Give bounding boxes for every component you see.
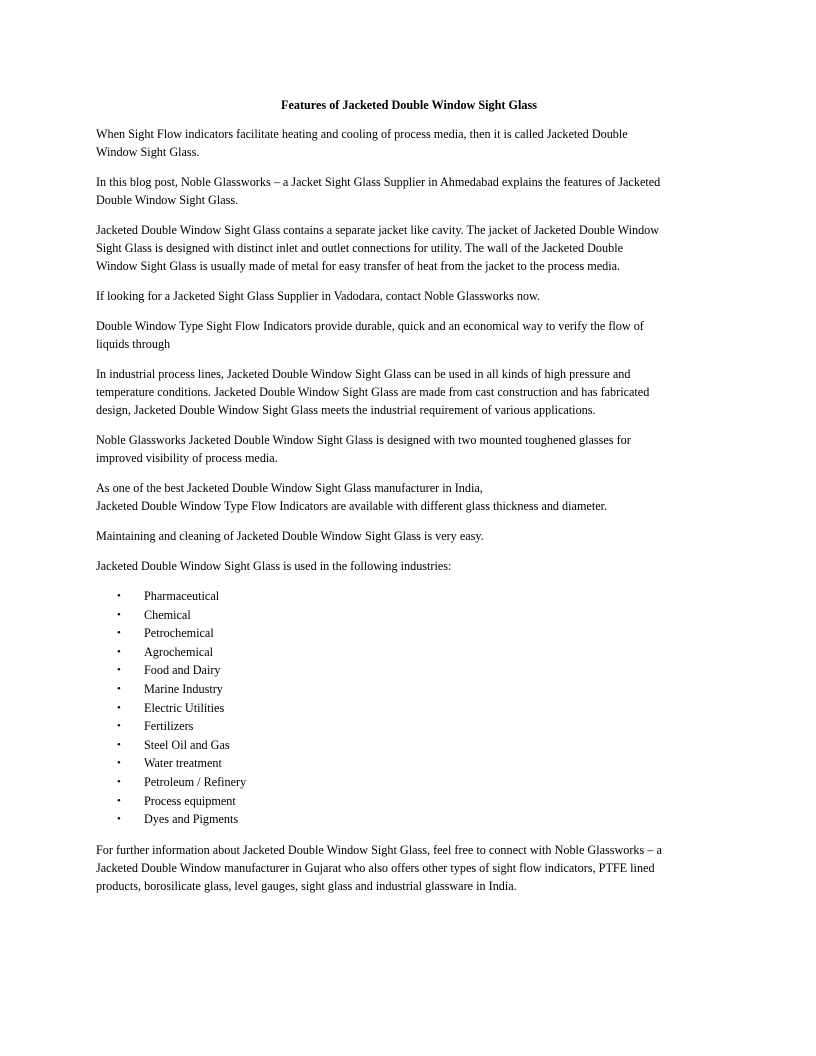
paragraph-line: Window Sight Glass.: [96, 145, 200, 159]
list-item-label: Process equipment: [144, 793, 236, 808]
bullet-icon: •: [117, 645, 121, 658]
intro-paragraph: [96, 287, 722, 305]
paragraph-line: Double Window Type Sight Flow Indicators provide durable, quick and an economical way to verify the flow of: [96, 319, 644, 333]
industries-list: [96, 587, 722, 829]
list-item: [96, 717, 722, 736]
list-item-label: Marine Industry: [144, 681, 223, 696]
list-item: [96, 661, 722, 680]
intro-paragraph: [96, 479, 722, 515]
list-item-label: Water treatment: [144, 756, 222, 771]
list-item: [96, 810, 722, 829]
document-title: Features of Jacketed Double Window Sight Glass: [281, 98, 537, 112]
intro-paragraphs: [96, 125, 722, 575]
closing-paragraphs: [96, 841, 722, 895]
paragraph-line: Jacketed Double Window Sight Glass contains a separate jacket like cavity. The jacket of Jacketed Double Window: [96, 223, 660, 237]
bullet-icon: •: [117, 720, 121, 733]
list-item: [96, 680, 722, 699]
paragraph-line: products, borosilicate glass, level gauges, sight glass and industrial glassware in India.: [96, 878, 517, 893]
list-item: [96, 699, 722, 718]
bullet-icon: •: [117, 682, 121, 695]
paragraph-line: In industrial process lines, Jacketed Double Window Sight Glass can be used in all kinds of high pressure and: [96, 367, 631, 381]
paragraph-line: Jacketed Double Window Type Flow Indicators are available with different glass thickness and diameter.: [96, 499, 608, 513]
intro-paragraph: [96, 125, 722, 161]
list-item-label: Agrochemical: [144, 644, 214, 659]
bullet-icon: •: [117, 701, 121, 714]
intro-paragraph: [96, 557, 722, 575]
intro-paragraph: [96, 317, 722, 353]
list-item-label: Fertilizers: [144, 719, 194, 734]
paragraph-line: liquids through: [96, 337, 171, 351]
list-item: [96, 792, 722, 811]
list-item-label: Petrochemical: [144, 626, 214, 641]
list-item: [96, 643, 722, 662]
paragraph-line: When Sight Flow indicators facilitate heating and cooling of process media, then it is called Jacketed Double: [96, 127, 628, 141]
bullet-icon: •: [117, 738, 121, 751]
list-item: [96, 773, 722, 792]
bullet-icon: •: [117, 664, 121, 677]
intro-paragraph: [96, 173, 722, 209]
list-item: [96, 606, 722, 625]
bullet-icon: •: [117, 813, 121, 826]
bullet-icon: •: [117, 608, 121, 621]
paragraph-line: Noble Glassworks Jacketed Double Window Sight Glass is designed with two mounted toughened glasses for: [96, 433, 631, 447]
paragraph-line: For further information about Jacketed Double Window Sight Glass, feel free to connect with Noble Glassworks – a: [96, 842, 662, 857]
paragraph-line: Maintaining and cleaning of Jacketed Double Window Sight Glass is very easy.: [96, 529, 484, 543]
paragraph-line: Double Window Sight Glass.: [96, 193, 239, 207]
list-item: [96, 624, 722, 643]
list-item-label: Dyes and Pigments: [144, 812, 239, 827]
bullet-icon: •: [117, 775, 121, 788]
list-item: [96, 736, 722, 755]
paragraph-line: design, Jacketed Double Window Sight Glass meets the industrial requirement of various applications.: [96, 403, 596, 417]
paragraph-line: temperature conditions. Jacketed Double Window Sight Glass are made from cast construction and has fabricated: [96, 385, 650, 399]
list-item-label: Food and Dairy: [144, 663, 221, 678]
intro-paragraph: [96, 221, 722, 275]
paragraph-line: Window Sight Glass is usually made of metal for easy transfer of heat from the jacket to the process media.: [96, 259, 621, 273]
bullet-icon: •: [117, 627, 121, 640]
intro-paragraph: [96, 365, 722, 419]
intro-paragraph: [96, 527, 722, 545]
list-item-label: Pharmaceutical: [144, 589, 220, 603]
paragraph-line: In this blog post, Noble Glassworks – a Jacket Sight Glass Supplier in Ahmedabad explains the features of Jacketed: [96, 175, 661, 189]
paragraph-line: If looking for a Jacketed Sight Glass Supplier in Vadodara, contact Noble Glassworks now.: [96, 289, 541, 303]
document-body: [96, 96, 722, 907]
list-item-label: Chemical: [144, 607, 191, 622]
list-item-label: Petroleum / Refinery: [144, 774, 247, 789]
paragraph-line: Jacketed Double Window Sight Glass is used in the following industries:: [96, 559, 452, 573]
intro-paragraph: [96, 431, 722, 467]
closing-paragraph: [96, 841, 722, 895]
paragraph-line: improved visibility of process media.: [96, 451, 278, 465]
bullet-icon: •: [117, 590, 121, 602]
paragraph-line: Sight Glass is designed with distinct inlet and outlet connections for utility. The wall of the Jacketed Double: [96, 241, 624, 255]
list-item-label: Electric Utilities: [144, 700, 225, 715]
paragraph-line: Jacketed Double Window manufacturer in Gujarat who also offers other types of sight flow indicators, PTFE lined: [96, 860, 655, 875]
bullet-icon: •: [117, 794, 121, 807]
list-item: [96, 587, 722, 606]
list-item-label: Steel Oil and Gas: [144, 737, 230, 752]
list-item: [96, 754, 722, 773]
bullet-icon: •: [117, 757, 121, 770]
paragraph-line: As one of the best Jacketed Double Window Sight Glass manufacturer in India,: [96, 481, 483, 495]
